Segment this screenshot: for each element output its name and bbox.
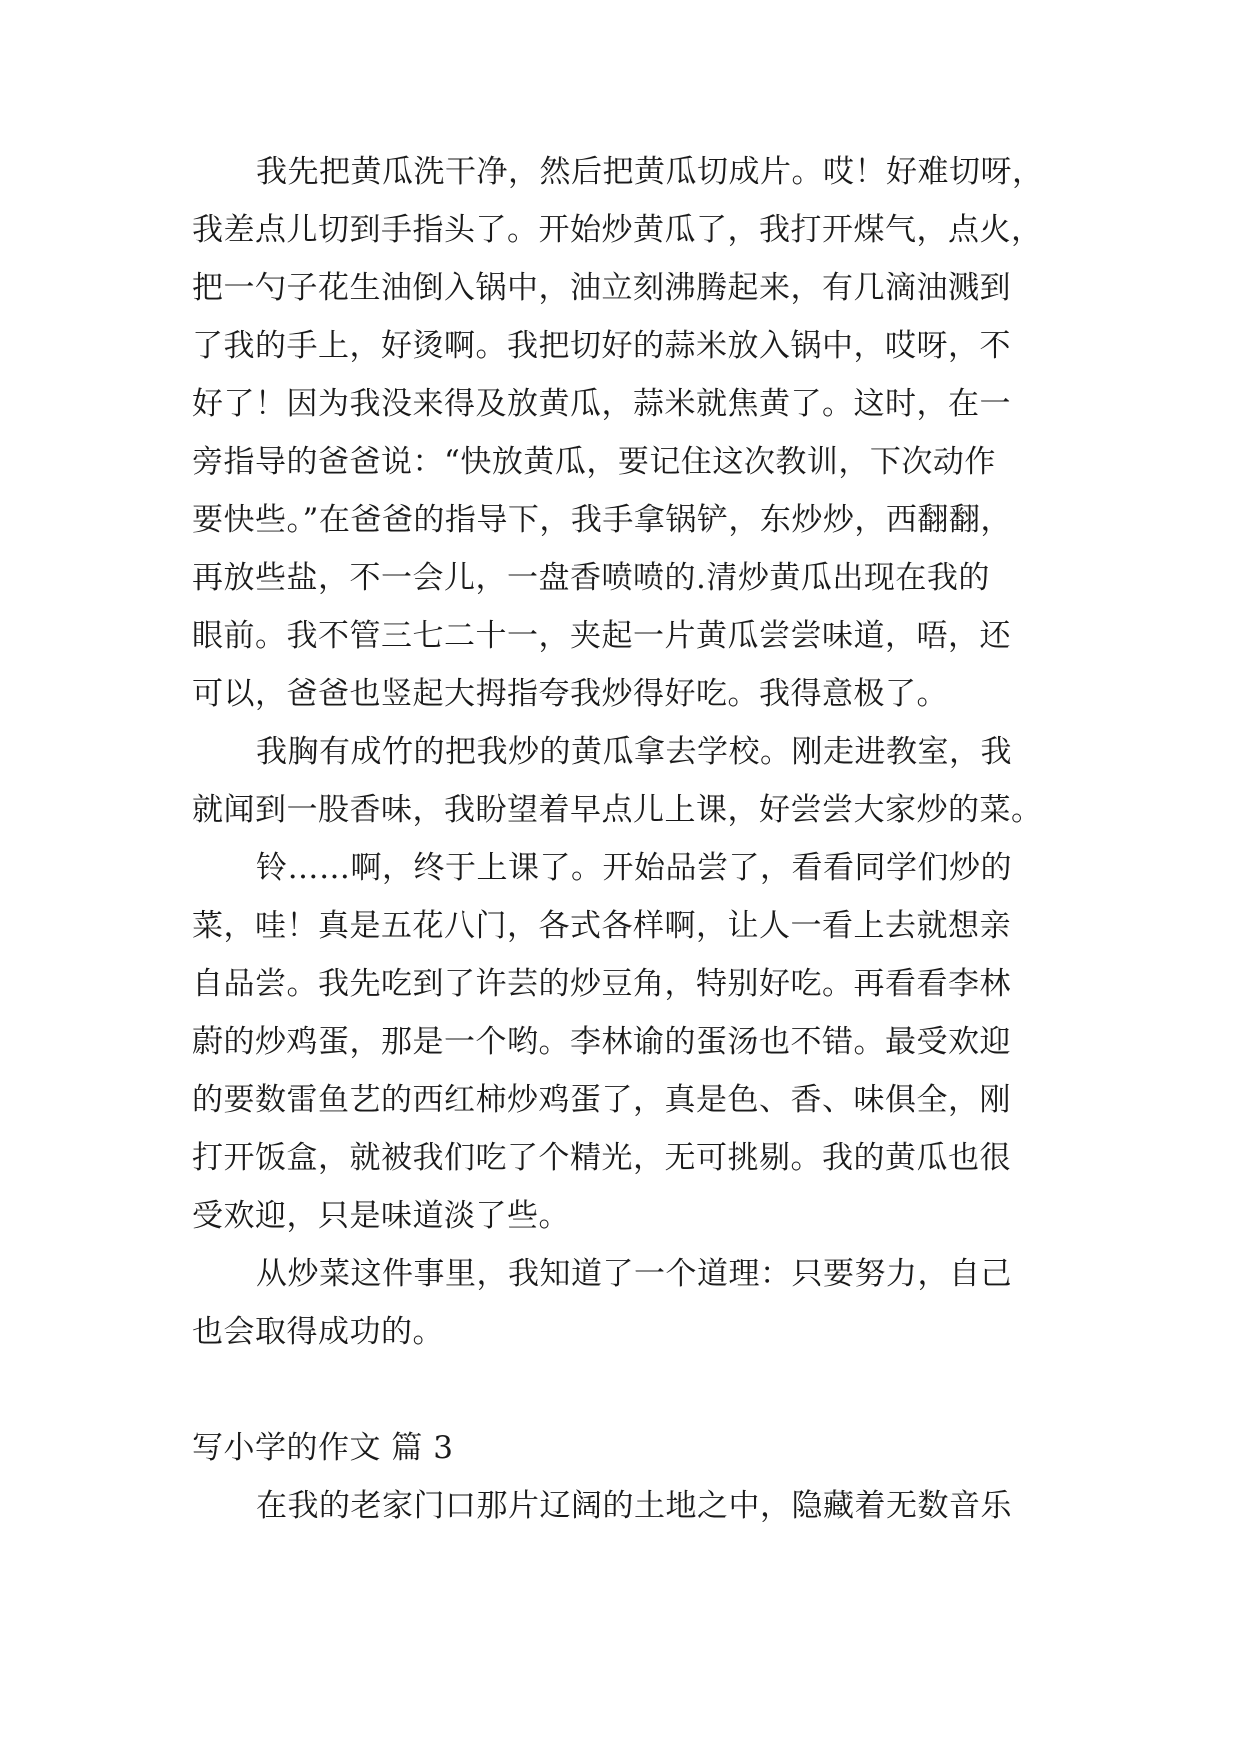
text-line: 蔚的炒鸡蛋，那是一个哟。李林谕的蛋汤也不错。最受欢迎 xyxy=(192,1024,1011,1060)
text-line: 眼前。我不管三七二十一，夹起一片黄瓜尝尝味道，唔，还 xyxy=(192,618,1011,654)
text-line: 了我的手上，好烫啊。我把切好的蒜米放入锅中，哎呀，不 xyxy=(192,328,1011,364)
text-line: 菜，哇！真是五花八门，各式各样啊，让人一看上去就想亲 xyxy=(192,908,1011,944)
text-line: 的要数雷鱼艺的西红柿炒鸡蛋了，真是色、香、味俱全，刚 xyxy=(192,1082,1011,1118)
section-heading: 写小学的作文 篇 3 xyxy=(192,1430,454,1466)
text-line: 好了！因为我没来得及放黄瓜，蒜米就焦黄了。这时，在一 xyxy=(192,386,1011,422)
text-line: 从炒菜这件事里，我知道了一个道理：只要努力，自己 xyxy=(256,1256,1012,1292)
text-line: 我胸有成竹的把我炒的黄瓜拿去学校。刚走进教室，我 xyxy=(256,734,1012,770)
text-line: 旁指导的爸爸说：“快放黄瓜，要记住这次教训，下次动作 xyxy=(192,444,996,480)
text-line: 也会取得成功的。 xyxy=(192,1314,444,1350)
text-line: 在我的老家门口那片辽阔的土地之中，隐藏着无数音乐 xyxy=(256,1488,1012,1524)
text-line: 就闻到一股香味，我盼望着早点儿上课，好尝尝大家炒的菜。 xyxy=(192,792,1043,828)
text-line: 再放些盐，不一会儿，一盘香喷喷的.清炒黄瓜出现在我的 xyxy=(192,560,990,596)
text-line: 要快些。”在爸爸的指导下，我手拿锅铲，东炒炒，西翻翻， xyxy=(192,502,1012,538)
text-line: 我差点儿切到手指头了。开始炒黄瓜了，我打开煤气，点火， xyxy=(192,212,1043,248)
text-line: 可以，爸爸也竖起大拇指夸我炒得好吃。我得意极了。 xyxy=(192,676,948,712)
text-line: 把一勺子花生油倒入锅中，油立刻沸腾起来，有几滴油溅到 xyxy=(192,270,1011,306)
text-line: 铃……啊，终于上课了。开始品尝了，看看同学们炒的 xyxy=(256,850,1012,886)
text-line: 自品尝。我先吃到了许芸的炒豆角，特别好吃。再看看李林 xyxy=(192,966,1011,1002)
text-line: 我先把黄瓜洗干净，然后把黄瓜切成片。哎！好难切呀， xyxy=(256,154,1044,190)
text-line: 打开饭盒，就被我们吃了个精光，无可挑剔。我的黄瓜也很 xyxy=(192,1140,1011,1176)
text-line: 受欢迎，只是味道淡了些。 xyxy=(192,1198,570,1234)
